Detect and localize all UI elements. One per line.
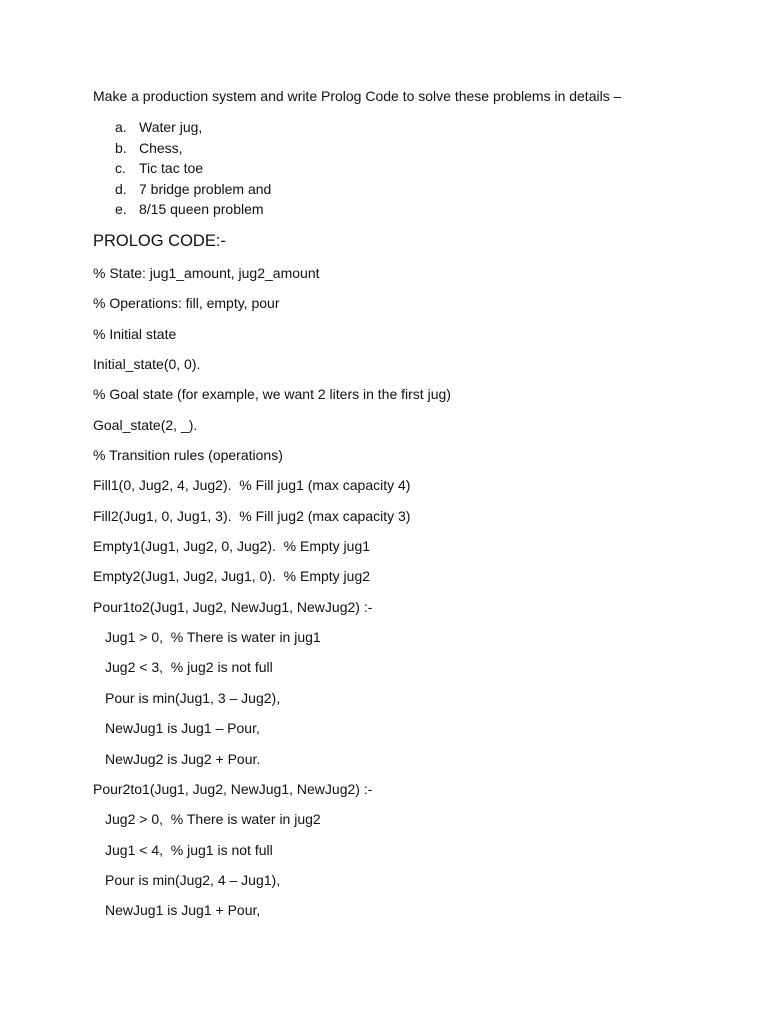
code-line: % Initial state	[93, 325, 177, 342]
list-item-text: 7 bridge problem and	[139, 180, 272, 197]
code-line: % Transition rules (operations)	[93, 447, 283, 464]
list-item-text: 8/15 queen problem	[139, 201, 264, 218]
task-list-item	[115, 117, 271, 138]
code-line: Jug2 < 3, % jug2 is not full	[105, 659, 273, 676]
code-line: Fill1(0, Jug2, 4, Jug2). % Fill jug1 (max capacity 4)	[93, 477, 411, 494]
code-line: NewJug1 is Jug1 + Pour,	[105, 902, 261, 919]
code-line: Empty1(Jug1, Jug2, 0, Jug2). % Empty jug1	[93, 538, 371, 555]
list-item-text: Tic tac toe	[139, 160, 204, 177]
code-line: % Operations: fill, empty, pour	[93, 295, 280, 312]
code-line: % Goal state (for example, we want 2 liters in the first jug)	[93, 386, 451, 403]
task-list-item	[115, 199, 271, 220]
code-line: % State: jug1_amount, jug2_amount	[93, 265, 320, 281]
code-block	[93, 264, 451, 932]
list-marker: b.	[115, 139, 127, 156]
list-marker: e.	[115, 201, 127, 218]
task-list-item	[115, 138, 271, 159]
code-line: Jug1 > 0, % There is water in jug1	[105, 629, 321, 646]
code-line: Initial_state(0, 0).	[93, 356, 201, 373]
code-line: Fill2(Jug1, 0, Jug1, 3). % Fill jug2 (max capacity 3)	[93, 507, 411, 524]
task-list	[115, 117, 271, 220]
code-line: Pour2to1(Jug1, Jug2, NewJug1, NewJug2) :-	[93, 780, 373, 797]
code-line: Jug2 > 0, % There is water in jug2	[105, 811, 321, 828]
list-marker: c.	[115, 160, 126, 177]
code-line: NewJug1 is Jug1 – Pour,	[105, 720, 260, 737]
code-line: Jug1 < 4, % jug1 is not full	[105, 841, 273, 858]
code-line: Empty2(Jug1, Jug2, Jug1, 0). % Empty jug2	[93, 568, 371, 585]
code-line: NewJug2 is Jug2 + Pour.	[105, 750, 261, 767]
list-marker: d.	[115, 180, 127, 197]
list-item-text: Water jug,	[139, 119, 203, 135]
section-heading: PROLOG CODE:-	[93, 232, 226, 250]
intro-paragraph: Make a production system and write Prolog Code to solve these problems in details –	[93, 88, 622, 104]
code-line: Pour1to2(Jug1, Jug2, NewJug1, NewJug2) :-	[93, 598, 373, 615]
list-item-text: Chess,	[139, 139, 183, 156]
task-list-item	[115, 158, 271, 179]
code-line: Pour is min(Jug2, 4 – Jug1),	[105, 871, 281, 888]
task-list-item	[115, 179, 271, 200]
code-line: Pour is min(Jug1, 3 – Jug2),	[105, 689, 281, 706]
code-line: Goal_state(2, _).	[93, 416, 198, 433]
list-marker: a.	[115, 119, 127, 135]
